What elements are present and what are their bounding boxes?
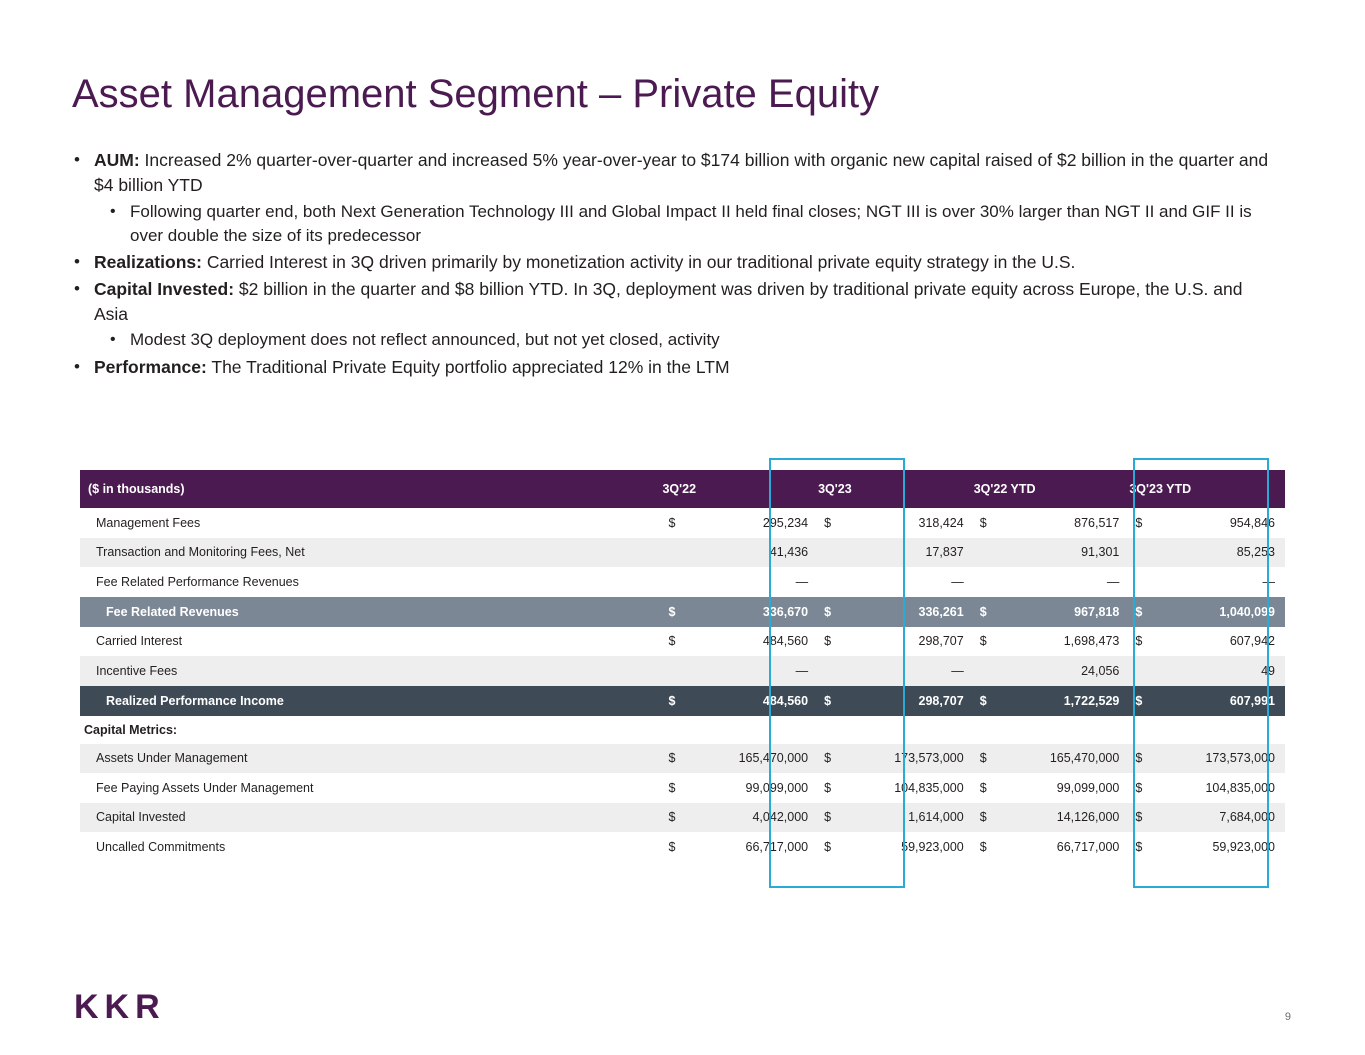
- column-header-3q22-ytd: 3Q'22 YTD: [974, 470, 1130, 508]
- currency-symbol: [974, 538, 1004, 568]
- currency-symbol: $: [1129, 832, 1159, 862]
- currency-symbol: $: [1129, 597, 1159, 627]
- bullet-lead: AUM:: [94, 150, 140, 170]
- cell-value: 173,573,000: [1159, 744, 1285, 774]
- cell-value: —: [848, 567, 974, 597]
- currency-symbol: [662, 716, 692, 744]
- currency-symbol: [662, 538, 692, 568]
- bullet-lead: Performance:: [94, 356, 207, 377]
- cell-value: 1,722,529: [1003, 686, 1129, 716]
- bullet-realizations: [66, 250, 1276, 275]
- table-header: [80, 470, 1285, 508]
- cell-value: —: [1159, 567, 1285, 597]
- cell-value: 295,234: [692, 508, 818, 538]
- table-row: [80, 538, 1285, 568]
- currency-symbol: [818, 716, 848, 744]
- bullet-marker: •: [74, 150, 80, 169]
- kkr-logo: KKR: [74, 988, 166, 1026]
- column-header-label: ($ in thousands): [80, 470, 662, 508]
- bullet-capital-invested-sub: [102, 328, 1276, 352]
- currency-symbol: $: [1129, 627, 1159, 657]
- currency-symbol: $: [974, 773, 1004, 803]
- cell-value: —: [848, 656, 974, 686]
- cell-value: 66,717,000: [692, 832, 818, 862]
- cell-value: 173,573,000: [848, 744, 974, 774]
- bullet-text: Modest 3Q deployment does not reflect announced, but not yet closed, activity: [130, 330, 720, 350]
- column-header-3q22: 3Q'22: [662, 470, 818, 508]
- table-header-row: [80, 470, 1285, 508]
- currency-symbol: $: [818, 803, 848, 833]
- bullet-text: Increased 2% quarter-over-quarter and increased 5% year-over-year to $174 billion with organic new capital raised of $2 billion in the quarter and $4 billion YTD: [94, 150, 1269, 195]
- cell-value: 85,253: [1159, 538, 1285, 568]
- column-header-3q23: 3Q'23: [818, 470, 974, 508]
- row-label: Fee Paying Assets Under Management: [80, 773, 662, 803]
- currency-symbol: $: [818, 508, 848, 538]
- cell-value: 967,818: [1003, 597, 1129, 627]
- cell-value: —: [692, 567, 818, 597]
- bullet-capital-invested: [66, 277, 1276, 327]
- table-row-subtotal: [80, 597, 1285, 627]
- row-label: Fee Related Performance Revenues: [80, 567, 662, 597]
- bullet-marker: •: [110, 331, 116, 349]
- currency-symbol: $: [1129, 803, 1159, 833]
- cell-value: 298,707: [848, 627, 974, 657]
- cell-value: 59,923,000: [848, 832, 974, 862]
- table-row: [80, 656, 1285, 686]
- cell-value: [1003, 716, 1129, 744]
- table-row: [80, 832, 1285, 862]
- currency-symbol: $: [818, 627, 848, 657]
- bullet-text: $2 billion in the quarter and $8 billion YTD. In 3Q, deployment was driven by traditional private equity across Europe, the U.S. and Asia: [94, 278, 1243, 324]
- currency-symbol: [1129, 567, 1159, 597]
- bullet-aum: [66, 148, 1276, 198]
- cell-value: 91,301: [1003, 538, 1129, 568]
- row-label: Incentive Fees: [80, 656, 662, 686]
- bullet-performance: [66, 355, 1276, 380]
- currency-symbol: $: [974, 597, 1004, 627]
- cell-value: 165,470,000: [692, 744, 818, 774]
- bullet-lead: Capital Invested:: [94, 278, 235, 299]
- cell-value: 484,560: [692, 627, 818, 657]
- cell-value: 336,670: [692, 597, 818, 627]
- cell-value: —: [1003, 567, 1129, 597]
- currency-symbol: $: [662, 597, 692, 627]
- table-section-header: [80, 716, 1285, 744]
- cell-value: 1,698,473: [1003, 627, 1129, 657]
- bullet-aum-sub: [102, 200, 1276, 248]
- cell-value: 954,846: [1159, 508, 1285, 538]
- currency-symbol: [818, 538, 848, 568]
- currency-symbol: [974, 567, 1004, 597]
- currency-symbol: $: [662, 627, 692, 657]
- row-label: Carried Interest: [80, 627, 662, 657]
- cell-value: [1159, 716, 1285, 744]
- page-title: Asset Management Segment – Private Equity: [72, 72, 880, 116]
- cell-value: 607,991: [1159, 686, 1285, 716]
- bullet-marker: •: [74, 356, 80, 376]
- currency-symbol: [974, 716, 1004, 744]
- currency-symbol: $: [974, 803, 1004, 833]
- currency-symbol: $: [974, 508, 1004, 538]
- currency-symbol: [974, 656, 1004, 686]
- table-row: [80, 627, 1285, 657]
- row-label: Management Fees: [80, 508, 662, 538]
- row-label: Fee Related Revenues: [80, 597, 662, 627]
- cell-value: 41,436: [692, 538, 818, 568]
- page-number: 9: [1284, 1011, 1291, 1023]
- currency-symbol: [818, 567, 848, 597]
- cell-value: [848, 716, 974, 744]
- bullet-text: The Traditional Private Equity portfolio appreciated 12% in the LTM: [206, 356, 730, 377]
- cell-value: [692, 716, 818, 744]
- cell-value: 607,942: [1159, 627, 1285, 657]
- currency-symbol: $: [818, 773, 848, 803]
- currency-symbol: $: [662, 803, 692, 833]
- row-label: Uncalled Commitments: [80, 832, 662, 862]
- currency-symbol: $: [974, 832, 1004, 862]
- cell-value: 24,056: [1003, 656, 1129, 686]
- cell-value: 66,717,000: [1003, 832, 1129, 862]
- currency-symbol: $: [1129, 744, 1159, 774]
- table-row: [80, 773, 1285, 803]
- financial-table-container: [80, 470, 1285, 862]
- bullet-text: Carried Interest in 3Q driven primarily by monetization activity in our traditional private equity strategy in the U.S.: [201, 251, 1076, 272]
- currency-symbol: $: [1129, 773, 1159, 803]
- row-label: Capital Metrics:: [80, 716, 662, 744]
- cell-value: 1,614,000: [848, 803, 974, 833]
- row-label: Assets Under Management: [80, 744, 662, 774]
- cell-value: 298,707: [848, 686, 974, 716]
- bullet-marker: •: [74, 251, 80, 271]
- currency-symbol: $: [974, 686, 1004, 716]
- cell-value: 59,923,000: [1159, 832, 1285, 862]
- column-header-3q23-ytd: 3Q'23 YTD: [1129, 470, 1285, 508]
- currency-symbol: $: [662, 773, 692, 803]
- cell-value: 7,684,000: [1159, 803, 1285, 833]
- row-label: Transaction and Monitoring Fees, Net: [80, 538, 662, 568]
- cell-value: 336,261: [848, 597, 974, 627]
- cell-value: 876,517: [1003, 508, 1129, 538]
- currency-symbol: [662, 656, 692, 686]
- row-label: Capital Invested: [80, 803, 662, 833]
- bullet-lead: Realizations:: [94, 251, 202, 272]
- cell-value: 99,099,000: [1003, 773, 1129, 803]
- currency-symbol: $: [818, 832, 848, 862]
- cell-value: 484,560: [692, 686, 818, 716]
- cell-value: 17,837: [848, 538, 974, 568]
- row-label: Realized Performance Income: [80, 686, 662, 716]
- currency-symbol: [1129, 716, 1159, 744]
- currency-symbol: $: [818, 686, 848, 716]
- currency-symbol: $: [818, 744, 848, 774]
- currency-symbol: $: [974, 744, 1004, 774]
- table-row: [80, 744, 1285, 774]
- currency-symbol: $: [818, 597, 848, 627]
- currency-symbol: $: [662, 686, 692, 716]
- currency-symbol: [662, 567, 692, 597]
- cell-value: 99,099,000: [692, 773, 818, 803]
- table-row: [80, 508, 1285, 538]
- table-row: [80, 567, 1285, 597]
- table-row-total: [80, 686, 1285, 716]
- currency-symbol: [818, 656, 848, 686]
- cell-value: 104,835,000: [1159, 773, 1285, 803]
- currency-symbol: [1129, 656, 1159, 686]
- bullet-marker: •: [74, 278, 80, 298]
- cell-value: 4,042,000: [692, 803, 818, 833]
- currency-symbol: $: [1129, 686, 1159, 716]
- bullet-list: [66, 148, 1276, 381]
- cell-value: 49: [1159, 656, 1285, 686]
- table-body: [80, 508, 1285, 862]
- currency-symbol: [1129, 538, 1159, 568]
- bullet-marker: •: [110, 202, 116, 220]
- financial-table: [80, 470, 1285, 862]
- cell-value: 318,424: [848, 508, 974, 538]
- currency-symbol: $: [974, 627, 1004, 657]
- table-row: [80, 803, 1285, 833]
- cell-value: 165,470,000: [1003, 744, 1129, 774]
- currency-symbol: $: [662, 744, 692, 774]
- currency-symbol: $: [662, 832, 692, 862]
- cell-value: 1,040,099: [1159, 597, 1285, 627]
- bullet-text: Following quarter end, both Next Generation Technology III and Global Impact II held final closes; NGT III is over 30% larger than NGT II and GIF II is over double the size of its predecessor: [130, 201, 1252, 245]
- cell-value: 14,126,000: [1003, 803, 1129, 833]
- cell-value: 104,835,000: [848, 773, 974, 803]
- currency-symbol: $: [662, 508, 692, 538]
- currency-symbol: $: [1129, 508, 1159, 538]
- cell-value: —: [692, 656, 818, 686]
